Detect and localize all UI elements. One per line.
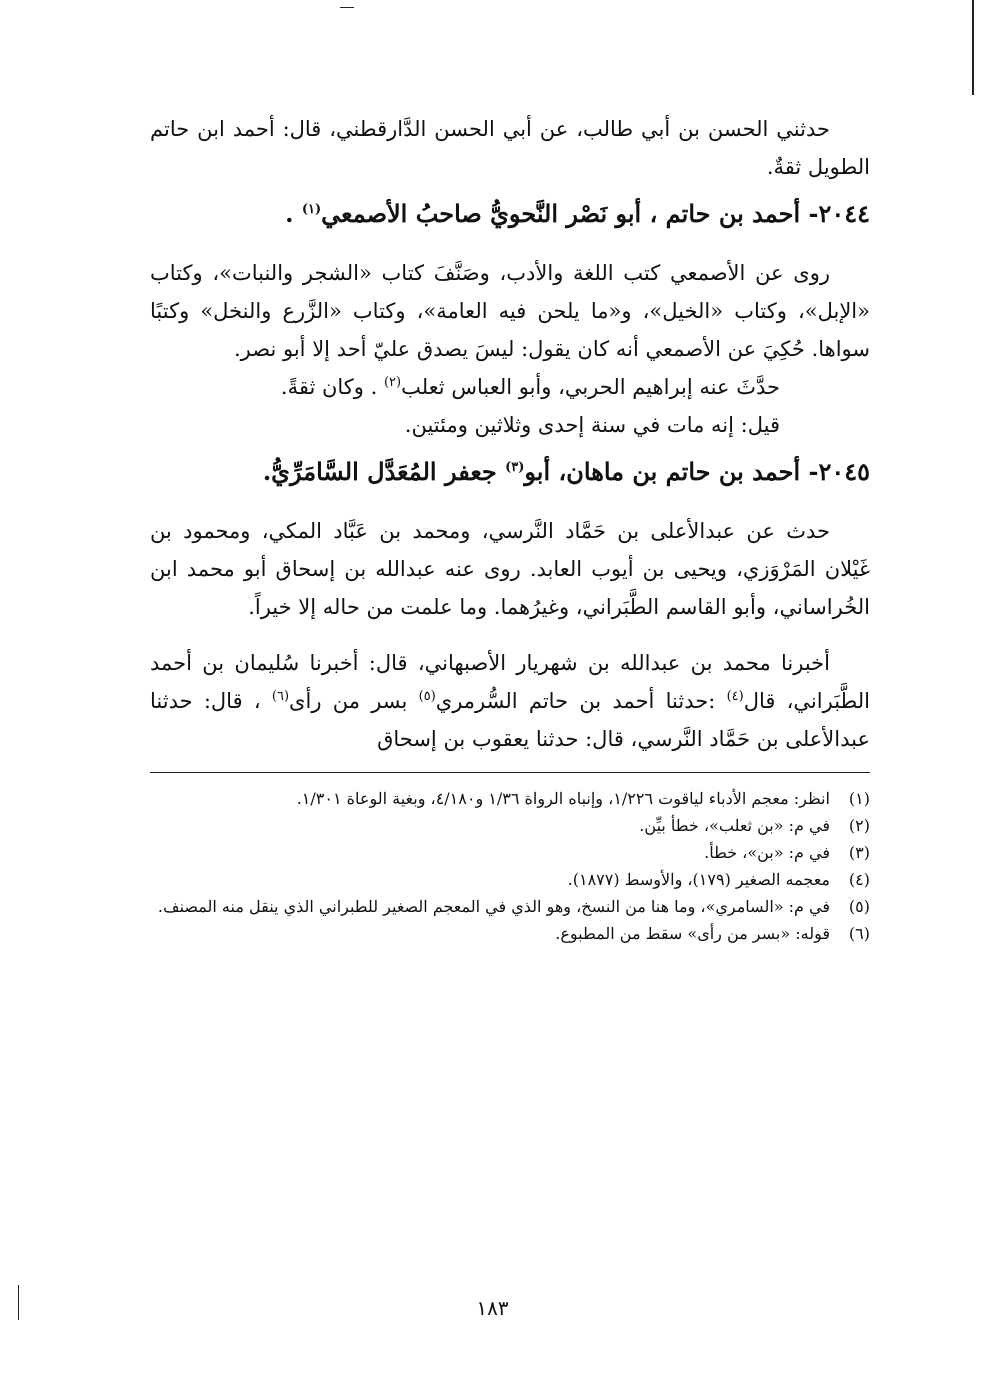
page-number: ١٨٣	[476, 1296, 509, 1320]
paragraph-1: حدثني الحسن بن أبي طالب، عن أبي الحسن الدَّارقطني، قال: أحمد ابن حاتم الطويل ثقةٌ.	[150, 117, 870, 179]
entry-heading-2045	[150, 450, 870, 494]
footnote-text: قوله: «بسر من رأى» سقط من المطبوع.	[555, 924, 830, 943]
page-body	[150, 110, 870, 947]
footnote-text: في م: «بن ثعلب»، خطأ بيِّن.	[639, 816, 830, 835]
footnote-number: (٢)	[848, 816, 870, 835]
footnote-5	[150, 893, 870, 920]
footnote-text: معجمه الصغير (١٧٩)، والأوسط (١٨٧٧).	[567, 870, 830, 889]
footnote-ref-6: (٦)	[271, 689, 290, 704]
footnote-number: (٤)	[848, 870, 870, 889]
footnote-ref-1: (١)	[301, 202, 322, 217]
footnote-6	[150, 920, 870, 947]
entry-heading-2045-start: ٢٠٤٥- أحمد بن حاتم بن ماهان، أبو	[524, 457, 870, 486]
footnote-ref-3: (٣)	[505, 460, 525, 475]
footnote-number: (٥)	[848, 897, 870, 916]
footnote-number: (٣)	[848, 843, 870, 862]
paragraph-6-part-d: ، قال: حدثنا عبدالأعلى بن حَمَّاد النَّرسي، قال: حدثنا يعقوب بن إسحاق	[150, 689, 870, 751]
footnote-text: في م: «بن»، خطأ.	[704, 843, 830, 862]
entry-heading-2045-end: جعفر المُعَدَّل السَّامَرِّيُّ.	[262, 457, 506, 486]
footnote-1	[150, 785, 870, 812]
footnote-ref-2: (٢)	[383, 375, 402, 390]
footnote-separator	[150, 772, 870, 773]
footnote-ref-5: (٥)	[418, 689, 436, 704]
paragraph-3	[150, 368, 870, 406]
footnote-text: انظر: معجم الأدباء لياقوت ١/٢٢٦، وإنباه الرواة ١/٣٦ و٤/١٨٠، وبغية الوعاة ١/٣٠١.	[296, 789, 830, 808]
paragraph-6-part-b: :حدثنا أحمد بن حاتم السُّرمري	[435, 689, 727, 713]
footnote-text: في م: «السامري»، وما هنا من النسخ، وهو الذي في المعجم الصغير للطبراني الذي ينقل منه المصنف.	[157, 897, 830, 916]
paragraph-5: حدث عن عبدالأعلى بن حَمَّاد النَّرسي، ومحمد بن عَبَّاد المكي، ومحمود بن غَيْلان المَرْوَزي، ويحيى بن أيوب العابد. روى عنه عبدالله بن إسحاق أبو محمد ابن الخُراساني، وأبو القاسم الطَّبَراني، وغيرُهما. وما علمت من حاله إلا خيراً.	[150, 519, 870, 619]
footnote-number: (١)	[848, 789, 870, 808]
footnote-number: (٦)	[848, 924, 870, 943]
paragraph-2: روى عن الأصمعي كتب اللغة والأدب، وصَنَّفَ كتاب «الشجر والنبات»، وكتاب «الإبل»، وكتاب «الخيل»، و«ما يلحن فيه العامة»، وكتاب «الزَّرع والنخل» وكتبًا سواها. حُكِيَ عن الأصمعي أنه كان يقول: ليسَ يصدق عليّ أحد إلا أبو نصر.	[150, 261, 870, 361]
scan-edge-line-top	[972, 0, 974, 95]
scan-dash-top	[340, 7, 354, 8]
paragraph-6-part-a: أخبرنا محمد بن عبدالله بن شهريار الأصبهاني، قال: أخبرنا سُليمان بن أحمد الطَّبَراني، قال	[150, 651, 870, 713]
footnote-3	[150, 839, 870, 866]
footnote-ref-4: (٤)	[726, 689, 744, 704]
footnotes	[150, 785, 870, 947]
paragraph-3-end: . وكان ثقةً.	[280, 375, 384, 399]
paragraph-4: قيل: إنه مات في سنة إحدى وثلاثين ومئتين.	[404, 413, 780, 437]
entry-heading-2044	[150, 192, 870, 236]
entry-heading-2044-end: .	[285, 199, 302, 228]
footnote-2	[150, 812, 870, 839]
paragraph-6-part-c: بسر من رأى	[289, 689, 419, 713]
footnote-4	[150, 866, 870, 893]
entry-heading-2044-text: ٢٠٤٤- أحمد بن حاتم ، أبو نَصْر النَّحويُّ صاحبُ الأصمعي	[321, 199, 870, 228]
paragraph-3-start: حدَّثَ عنه إبراهيم الحربي، وأبو العباس ثعلب	[401, 375, 780, 399]
paragraph-6	[150, 644, 870, 758]
